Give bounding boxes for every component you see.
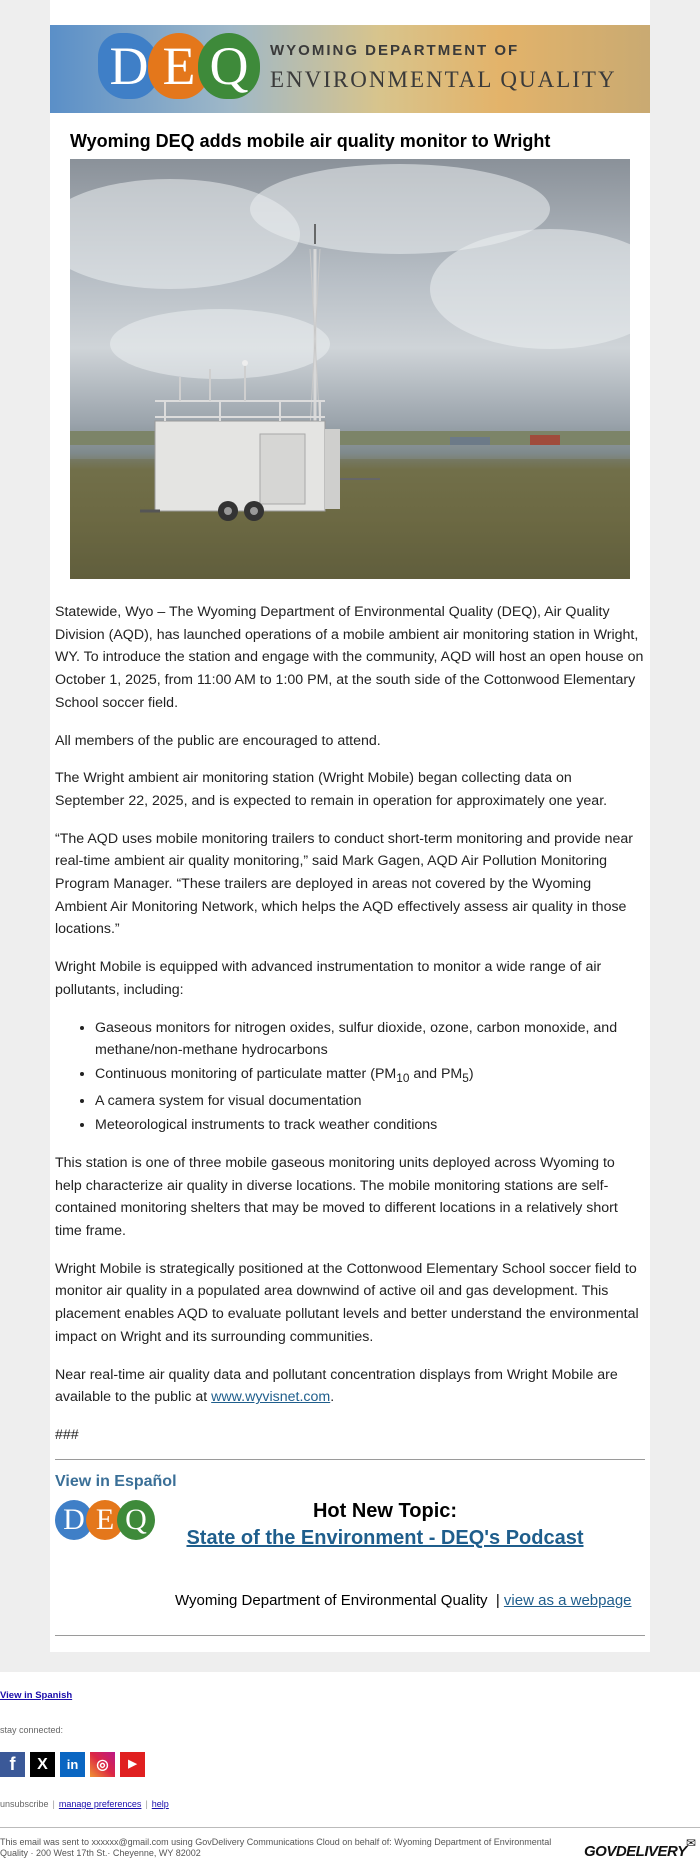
list-item: • A camera system for visual documentation [95, 1090, 645, 1113]
pollutant-list [95, 1017, 645, 1137]
divider [55, 1459, 645, 1460]
footer-divider [0, 1827, 700, 1828]
view-as-webpage-link[interactable]: view as a webpage [503, 1592, 632, 1609]
footer-view-spanish-link[interactable]: View in Spanish [0, 1690, 73, 1701]
deq-small-logo: D E Q [55, 1500, 155, 1542]
unsubscribe-link[interactable]: unsubscribe [0, 1799, 49, 1809]
article-paragraph: Near real-time air quality data and pollutant concentration displays from Wright Mobile are available to the public at www.wyvisnet.com. [55, 1366, 618, 1406]
footer-links: unsubscribe | manage preferences | help [0, 1799, 169, 1809]
article-paragraph: Wright Mobile is equipped with advanced instrumentation to monitor a wide range of air pollutants, including: [55, 959, 602, 998]
article-paragraph: “The AQD uses mobile monitoring trailers to conduct short-term monitoring and provide near real-time ambient air quality monitoring,” said Mark Gagen, AQD Air Pollution Monitoring Program Manager. “These trailers are deployed in areas not covered by the Wyoming Ambient Air Monitoring Network, which helps the AQD effectively assess air quality in those locations.” [55, 830, 634, 938]
help-link[interactable]: help [151, 1799, 169, 1809]
deq-logo [98, 33, 258, 103]
article-paragraph: This station is one of three mobile gaseous monitoring units deployed across Wyoming to help characterize air quality in diverse locations. The mobile monitoring stations are self-contained monitoring shelters that may be moved to different locations in a relatively short time frame. [55, 1154, 618, 1239]
linkedin-icon[interactable]: in [60, 1752, 85, 1777]
end-mark: ### [55, 1426, 79, 1443]
manage-preferences-link[interactable]: manage preferences [58, 1799, 142, 1809]
article-paragraph: Wright Mobile is strategically positioned at the Cottonwood Elementary School soccer field to monitor air quality in a populated area downwind of active oil and gas development. This placement enables AQD to evaluate pollutant levels and better understand the environmental impact on Wright and its surrounding communities. [55, 1260, 639, 1345]
article-paragraph: The Wright ambient air monitoring station (Wright Mobile) began collecting data on September 22, 2025, and is expected to remain in operation for approximately one year. [55, 770, 608, 809]
logo-letter-d: D [98, 33, 160, 99]
list-item: • Meteorological instruments to track weather conditions [95, 1114, 645, 1137]
list-item: • Gaseous monitors for nitrogen oxides, sulfur dioxide, ozone, carbon monoxide, and methane/non-methane hydrocarbons [95, 1017, 645, 1062]
footer-note: This email was sent to xxxxxx@gmail.com using GovDelivery Communications Cloud on behalf of: Wyoming Department of Environmental Quality · 200 West 17th St.· Cheyenne, WY 82002 [0, 1837, 552, 1858]
divider [55, 1635, 645, 1636]
instagram-icon[interactable]: ◎ [90, 1752, 115, 1777]
article-body [55, 601, 645, 1462]
air-monitoring-trailer-photo [70, 159, 630, 579]
podcast-link[interactable]: State of the Environment - DEQ's Podcast [186, 1527, 584, 1549]
stay-connected-label: stay connected: [0, 1725, 64, 1735]
hot-topic-heading: Hot New Topic: [312, 1500, 458, 1522]
agency-name: Wyoming Department of Environmental Quality [175, 1592, 488, 1609]
logo-letter-q: Q [198, 33, 260, 99]
banner-line-1: WYOMING DEPARTMENT OF [270, 42, 520, 59]
article-paragraph: Statewide, Wyo – The Wyoming Department of Environmental Quality (DEQ), Air Quality Division (AQD), has launched operations of a mobile ambient air monitoring station in Wright, WY. To introduce the station and engage with the community, AQD will host an open house on October 1, 2025, from 11:00 AM to 1:00 PM, at the south side of the Cottonwood Elementary School soccer field. [55, 604, 644, 711]
youtube-icon[interactable]: ▶ [120, 1752, 145, 1777]
envelope-icon: ✉ [686, 1836, 697, 1850]
deq-banner [50, 25, 650, 113]
article-paragraph: All members of the public are encouraged to attend. [55, 732, 381, 749]
agency-line: Wyoming Department of Environmental Quality | view as a webpage [175, 1592, 632, 1609]
x-icon[interactable]: X [30, 1752, 55, 1777]
banner-line-2: ENVIRONMENTAL QUALITY [270, 67, 617, 92]
wyvisnet-link[interactable]: www.wyvisnet.com [211, 1389, 331, 1406]
view-in-espanol-link[interactable]: View in Español [55, 1473, 177, 1490]
article-headline: Wyoming DEQ adds mobile air quality monitor to Wright [70, 131, 551, 151]
govdelivery-logo[interactable]: GOVDELIVERY [584, 1843, 687, 1860]
facebook-icon[interactable]: f [0, 1752, 25, 1777]
list-item: • Continuous monitoring of particulate matter ($PM_{10}$ and $PM_5$) [95, 1063, 645, 1090]
logo-letter-e: E [148, 33, 210, 99]
